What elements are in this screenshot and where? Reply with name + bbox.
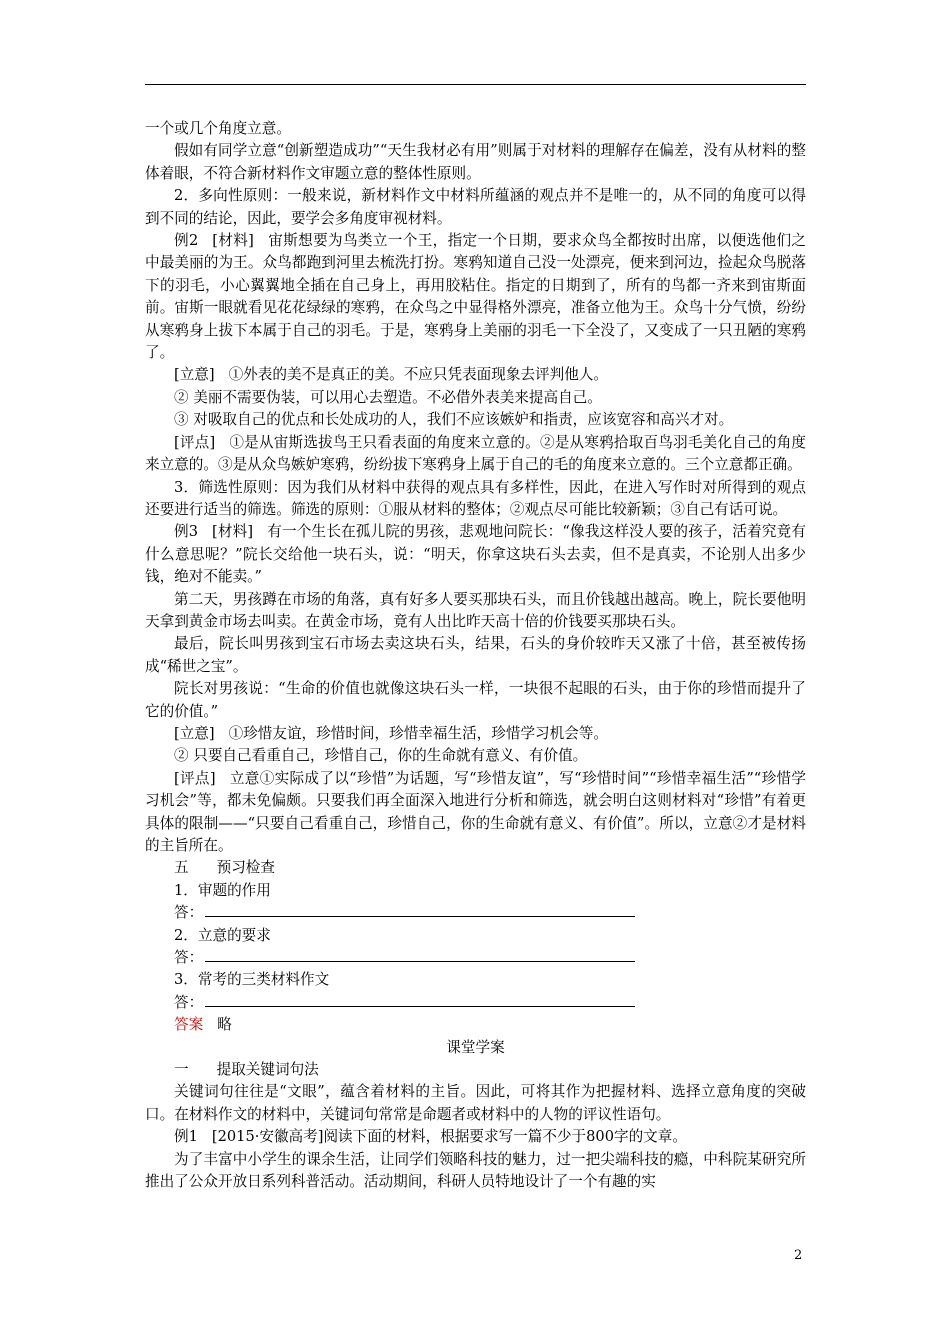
pingdian-3 — [145, 768, 806, 858]
example-3 — [145, 521, 806, 588]
answer-row — [145, 1014, 806, 1036]
section-title: 提取关键词句法 — [216, 1061, 319, 1079]
question-2: 2．立意的要求 — [174, 926, 271, 944]
liyi-item: ② 只要自己看重自己，珍惜自己，你的生命就有意义、有价值。 — [174, 747, 588, 765]
paragraph: 最后，院长叫男孩到宝石市场去卖这块石头，结果，石头的身价较昨天又涨了十倍，甚至被传扬成“稀世之宝”。 — [145, 635, 806, 675]
question-1: 1．审题的作用 — [174, 881, 271, 899]
example-label: 例1 — [174, 1128, 198, 1146]
example-label: 例2 — [174, 232, 199, 250]
answer-line-1 — [145, 902, 806, 924]
section-number: 五 — [174, 859, 189, 877]
page-number: 2 — [794, 1248, 803, 1263]
liyi-tag: [立意] — [174, 724, 215, 742]
example-text: 有一个生长在孤儿院的男孩，悲观地问院长：“像我这样没人要的孩子，活着究竟有什么意思呢？”院长交给他一块石头，说：“明天，你拿这块石头去卖，但不是真卖，不论别人出多少钱，绝对不能卖。” — [145, 523, 806, 586]
header-rule — [145, 84, 806, 85]
preview-heading — [145, 857, 806, 879]
answer-blank[interactable] — [205, 904, 635, 917]
liyi-item: ② 美丽不需要伪装，可以用心去塑造。不必借外表美来提高自己。 — [174, 388, 602, 406]
answer-blank[interactable] — [205, 949, 635, 962]
liyi-item: ③ 对吸取自己的优点和长处成功的人，我们不应该嫉妒和指责，应该宽容和高兴才对。 — [174, 411, 734, 429]
example-2 — [145, 230, 806, 364]
paragraph: 关键词句往往是“文眼”，蕴含着材料的主旨。因此，可将其作为把握材料、选择立意角度的突破口。在材料作文的材料中，关键词句常常是命题者或材料中的人物的评议性语句。 — [145, 1083, 806, 1123]
material-tag: [材料] — [212, 523, 254, 541]
paragraph: 3．筛选性原则：因为我们从材料中获得的观点具有多样性，因此，在进入写作时对所得到的观点还要进行适当的筛选。筛选的原则：①服从材料的整体；②观点尽可能比较新颖；③自己有话可说。 — [145, 478, 806, 518]
pingdian-text: 立意①实际成了以“珍惜”为话题，写“珍惜友谊”，写“珍惜时间”“珍惜幸福生活”“珍惜学习机会”等，都未免偏颇。只要我们再全面深入地进行分析和筛选，就会明白这则材料对“珍惜”有着更具体的限制——“只要自己看重自己，珍惜自己，你的生命就有意义、有价值”。所以，立意②才是材料的主旨所在。 — [145, 769, 807, 854]
section-number: 一 — [174, 1061, 189, 1079]
paragraph: 2．多向性原则：一般来说，新材料作文中材料所蕴涵的观点并不是唯一的，从不同的角度可以得到不同的结论，因此，要学会多角度审视材料。 — [145, 187, 806, 227]
pingdian-tag: [评点] — [174, 433, 216, 451]
answer-line-3 — [145, 992, 806, 1014]
material-tag: [材料] — [212, 232, 254, 250]
answer-line-2 — [145, 947, 806, 969]
example-source: [2015·安徽高考] — [211, 1128, 324, 1146]
liyi-item: ①珍惜友谊，珍惜时间，珍惜幸福生活，珍惜学习机会等。 — [228, 724, 609, 742]
liyi-3 — [145, 723, 806, 745]
example-text: 宙斯想要为鸟类立一个王，指定一个日期，要求众鸟全都按时出席，以便选他们之中最美丽的为王。众鸟都跑到河里去梳洗打扮。寒鸦知道自己没一处漂亮，便来到河边，捡起众鸟脱落下的羽毛，小心翼翼地全插在自己身上，再用胶粘住。指定的日期到了，所有的鸟都一齐来到宙斯面前。宙斯一眼就看见花花绿绿的寒鸦，在众鸟之中显得格外漂亮，准备立他为王。众鸟十分气愤，纷纷从寒鸦身上拔下本属于自己的羽毛。于是，寒鸦身上美丽的羽毛一下全没了，又变成了一只丑陋的寒鸦了。 — [145, 232, 806, 362]
classroom-example-1 — [145, 1126, 806, 1148]
pingdian-tag: [评点] — [174, 769, 216, 787]
answer-prefix: 答： — [174, 949, 204, 967]
liyi-item: ①外表的美不是真正的美。不应只凭表面现象去评判他人。 — [228, 366, 609, 384]
liyi-tag: [立意] — [174, 366, 215, 384]
answer-prefix: 答： — [174, 904, 204, 922]
paragraph: 一个或几个角度立意。 — [145, 120, 291, 137]
classroom-title: 课堂学案 — [446, 1038, 505, 1056]
answer-label: 答案 — [174, 1016, 204, 1034]
document-body — [145, 118, 806, 1194]
example-text: 阅读下面的材料，根据要求写一篇不少于800字的文章。 — [323, 1128, 687, 1146]
paragraph: 假如有同学立意“创新塑造成功”“天生我材必有用”则属于对材料的理解存在偏差，没有从材料的整体着眼，不符合新材料作文审题立意的整体性原则。 — [145, 142, 806, 182]
classroom-section-heading — [145, 1059, 806, 1081]
section-title: 预习检查 — [216, 859, 275, 877]
answer-prefix: 答： — [174, 993, 204, 1011]
liyi-2 — [145, 364, 806, 386]
example-label: 例3 — [174, 523, 199, 541]
paragraph: 第二天，男孩蹲在市场的角落，真有好多人要买那块石头，而且价钱越出越高。晚上，院长要他明天拿到黄金市场去叫卖。在黄金市场，竟有人出比昨天高十倍的价钱要买那块石头。 — [145, 590, 806, 630]
pingdian-text: ①是从宙斯选拔鸟王只看表面的角度来立意的。②是从寒鸦拾取百鸟羽毛美化自己的角度来立意的。③是从众鸟嫉妒寒鸦，纷纷拔下寒鸦身上属于自己的毛的角度来立意的。三个立意都正确。 — [145, 433, 806, 474]
pingdian-2 — [145, 432, 806, 477]
question-3: 3．常考的三类材料作文 — [174, 971, 330, 989]
answer-blank[interactable] — [205, 994, 635, 1007]
paragraph: 为了丰富中小学生的课余生活，让同学们领略科技的魅力，过一把尖端科技的瘾，中科院某研究所推出了公众开放日系列科普活动。活动期间，科研人员特地设计了一个有趣的实 — [145, 1150, 806, 1191]
paragraph: 院长对男孩说：“生命的价值也就像这块石头一样，一块很不起眼的石头，由于你的珍惜而提升了它的价值。” — [145, 680, 806, 720]
answer-value: 略 — [217, 1016, 232, 1034]
